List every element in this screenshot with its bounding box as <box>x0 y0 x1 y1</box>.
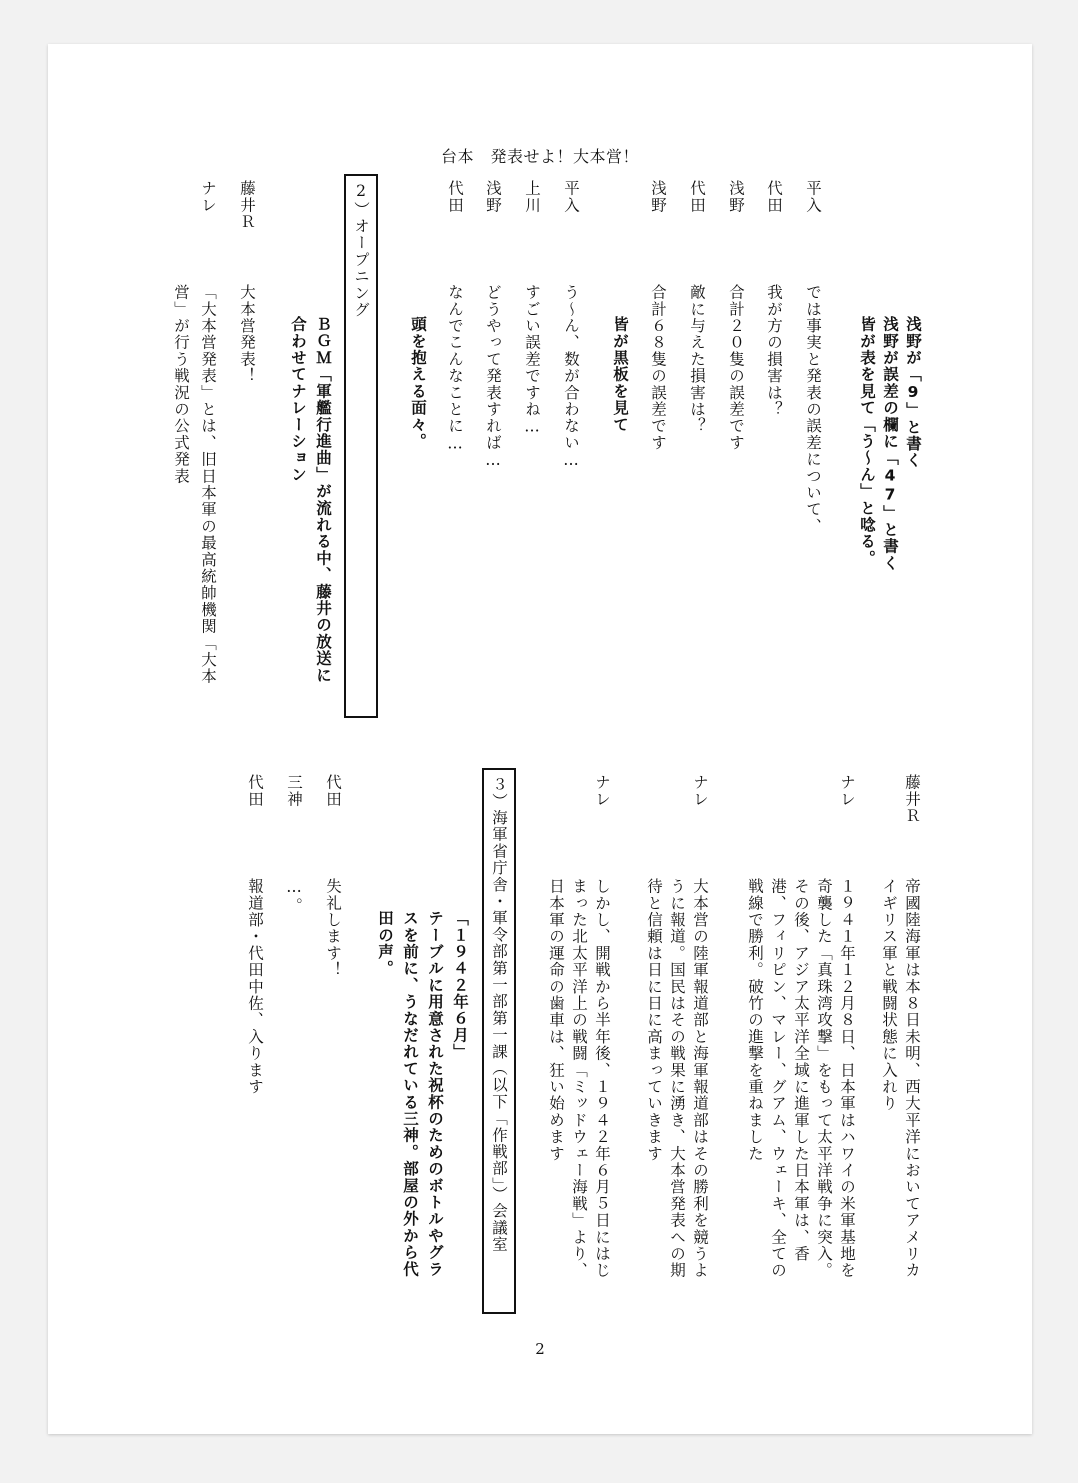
page-number: 2 <box>535 1340 545 1358</box>
dialogue-continuation: その後、アジア太平洋全域に進軍した日本軍は、香 <box>792 878 810 1263</box>
dialogue-line: では事実と発表の誤差について、 <box>804 284 822 535</box>
dialogue-continuation: 待と信頼は日に日に高まっていきます <box>645 878 663 1162</box>
speaker-name: 浅野 <box>727 180 745 214</box>
scene-heading: ３）海軍省庁舎・軍令部第一部第一課（以下「作戦部」）会議室 <box>490 776 508 1253</box>
scene-heading: 2）オープニング <box>352 182 370 319</box>
dialogue-continuation: まった北太平洋上の戦闘「ミッドウェー海戦」より、 <box>570 878 588 1279</box>
dialogue-line: 失礼します！ <box>324 878 342 979</box>
scene-box-2 <box>344 174 378 718</box>
stage-direction: 頭を抱える面々。 <box>409 316 427 450</box>
speaker-name: ナレ <box>199 180 217 214</box>
stage-direction: 合わせてナレーション <box>289 316 307 483</box>
speaker-name: 代田 <box>688 180 706 214</box>
speaker-name: ナレ <box>593 774 611 808</box>
dialogue-line: う〜ん、数が合わない… <box>562 284 580 471</box>
dialogue-line: …。 <box>285 878 303 914</box>
stage-direction: 皆が黒板を見て <box>611 316 629 433</box>
stage-direction: 「１９４２年６月」 <box>451 910 469 1061</box>
scene-box-3 <box>482 768 516 1314</box>
stage-direction: 浅野が「9」と書く <box>904 316 922 469</box>
speaker-name: 上川 <box>523 180 541 214</box>
dialogue-line: 合計２０隻の誤差です <box>727 284 745 451</box>
speaker-name: 藤井Ｒ <box>238 180 256 231</box>
dialogue-continuation: 営」が行う戦況の公式発表 <box>172 284 190 485</box>
speaker-name: 浅野 <box>484 180 502 214</box>
dialogue-line: 帝國陸海軍は本８日未明、西大平洋においてアメリカ <box>903 878 921 1279</box>
dialogue-line: １９４１年１２月８日、日本軍はハワイの米軍基地を <box>838 878 856 1279</box>
speaker-name: ナレ <box>838 774 856 808</box>
stage-direction: 皆が表を見て「う〜ん」と唸る。 <box>858 316 876 567</box>
speaker-name: 平入 <box>804 180 822 214</box>
dialogue-line: 我が方の損害は？ <box>765 284 783 418</box>
dialogue-line: 「大本営発表」とは、旧日本軍の最高統帥機関「大本 <box>199 284 217 685</box>
speaker-name: ナレ <box>691 774 709 808</box>
dialogue-line: 報道部・代田中佐、入ります <box>246 878 264 1096</box>
speaker-name: 三神 <box>285 774 303 808</box>
stage-direction: ＢＧＭ「軍艦行進曲」が流れる中、藤井の放送に <box>314 316 332 684</box>
dialogue-continuation: うに報道。国民はその戦果に湧き、大本営発表への期 <box>668 878 686 1279</box>
dialogue-line: どうやって発表すれば… <box>484 284 502 471</box>
dialogue-line: すごい誤差ですね… <box>523 284 541 437</box>
dialogue-line: 敵に与えた損害は？ <box>688 284 706 435</box>
dialogue-line: 大本営の陸軍報道部と海軍報道部はその勝利を競うよ <box>691 878 709 1279</box>
dialogue-continuation: 奇襲した「真珠湾攻撃」をもって太平洋戦争に突入。 <box>815 878 833 1279</box>
dialogue-continuation: イギリス軍と戦闘状態に入れり <box>880 878 898 1112</box>
dialogue-continuation: 戦線で勝利。破竹の進撃を重ねました <box>746 878 764 1162</box>
dialogue-line: 合計６８隻の誤差です <box>649 284 667 451</box>
stage-direction: テーブルに用意された祝杯のためのボトルやグラ <box>426 910 444 1278</box>
dialogue-continuation: 日本軍の運命の歯車は、狂い始めます <box>547 878 565 1162</box>
stage-direction: 浅野が誤差の欄に「47」と書く <box>881 316 899 572</box>
script-page <box>48 44 1032 1434</box>
stage-direction: 田の声。 <box>376 910 394 977</box>
speaker-name: 浅野 <box>649 180 667 214</box>
speaker-name: 藤井Ｒ <box>903 774 921 825</box>
speaker-name: 代田 <box>324 774 342 808</box>
speaker-name: 代田 <box>765 180 783 214</box>
stage-direction: スを前に、うなだれている三神。部屋の外から代 <box>401 910 419 1278</box>
page-header: 台本 発表せよ！大本営！ <box>440 147 639 166</box>
speaker-name: 平入 <box>562 180 580 214</box>
speaker-name: 代田 <box>446 180 464 214</box>
dialogue-line: しかし、開戦から半年後、１９４２年６月５日にはじ <box>593 878 611 1279</box>
dialogue-line: 大本営発表！ <box>238 284 256 385</box>
dialogue-line: なんでこんなことに… <box>446 284 464 454</box>
speaker-name: 代田 <box>246 774 264 808</box>
dialogue-continuation: 港、フィリピン、マレー、グアム、ウェーキ、全ての <box>769 878 787 1279</box>
